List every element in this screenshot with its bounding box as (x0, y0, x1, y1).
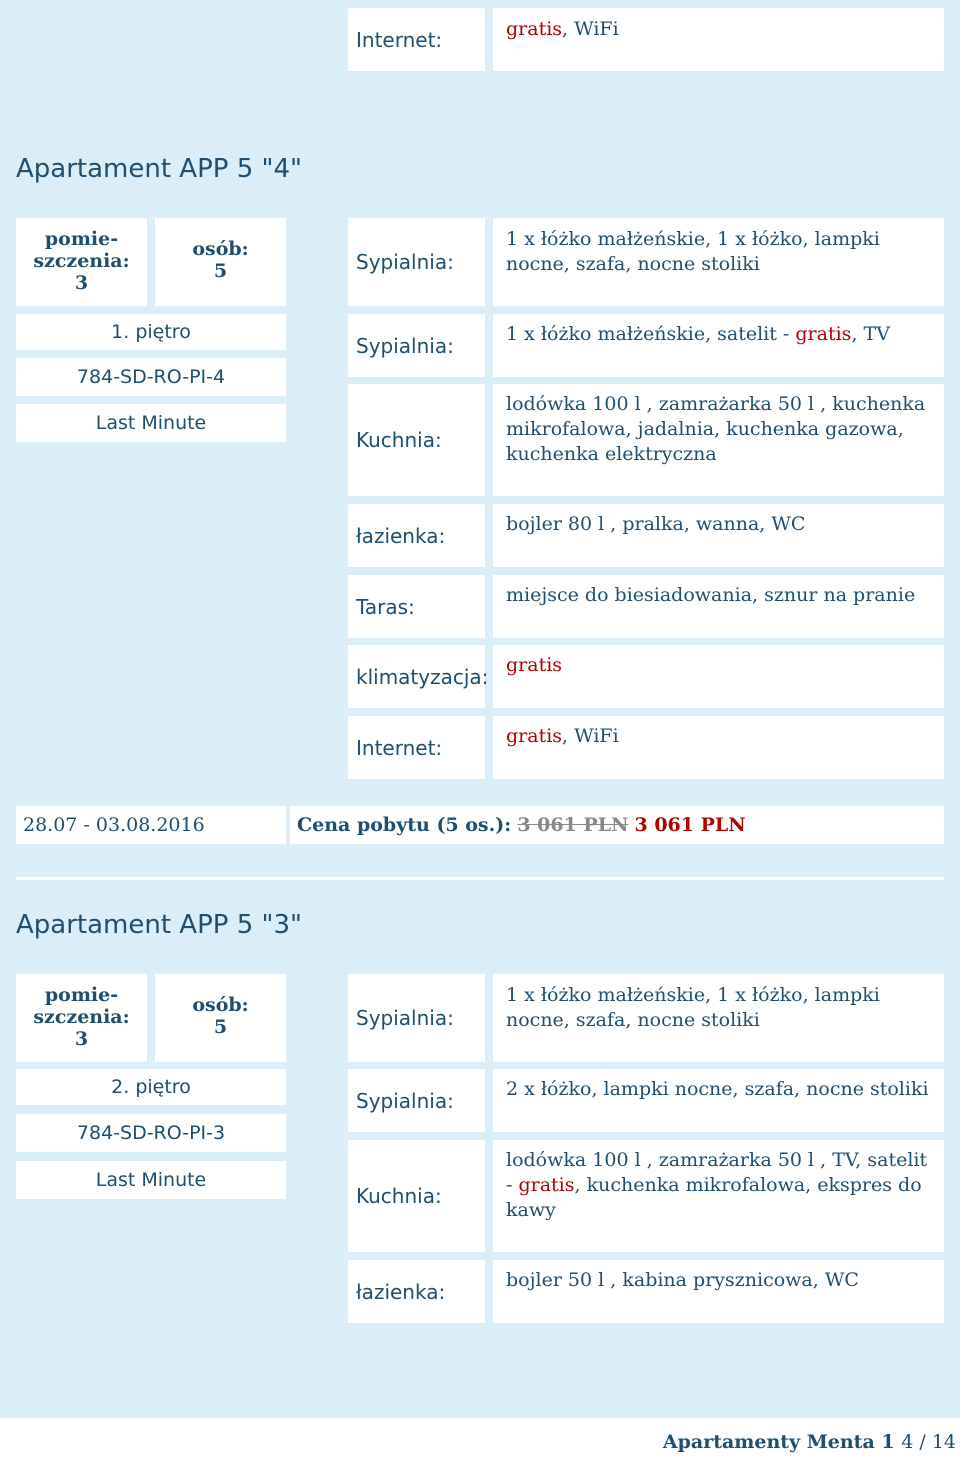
rooms-value: 3 (74, 272, 89, 294)
feature-text: lodówka 100 l , zamrażarka 50 l , kuchenka mikrofalowa, jadalnia, kuchenka gazowa, kuchenka elektryczna (506, 393, 926, 465)
offer-badge: Last Minute (16, 1161, 286, 1199)
rooms-cell (16, 974, 147, 1062)
rooms-cell (16, 218, 147, 306)
feature-label (348, 384, 485, 496)
feature-label-text: Kuchnia: (356, 428, 442, 452)
feature-label-text: Sypialnia: (356, 1006, 454, 1030)
feature-value (493, 314, 944, 377)
footer-brand-num: 1 (881, 1431, 895, 1453)
floor: 2. piętro (16, 1069, 286, 1105)
feature-text: bojler 50 l , kabina prysznicowa, WC (506, 1269, 859, 1291)
feature-value (493, 1140, 944, 1252)
feature-value (493, 716, 944, 779)
feature-text: 1 x łóżko małżeńskie, 1 x łóżko, lampki nocne, szafa, nocne stoliki (506, 228, 880, 275)
feature-label-text: łazienka: (356, 1279, 446, 1304)
feature-text: 1 x łóżko małżeńskie, 1 x łóżko, lampki nocne, szafa, nocne stoliki (506, 984, 880, 1031)
persons-label: osób: (192, 238, 249, 260)
feature-label (348, 716, 485, 779)
apartment-code: 784-SD-RO-PI-4 (16, 358, 286, 396)
internet-value: gratis, WiFi (493, 8, 944, 71)
stay-dates: 28.07 - 03.08.2016 (23, 814, 205, 836)
persons-value: 5 (213, 1016, 228, 1038)
feature-label (348, 645, 489, 708)
floor: 1. piętro (16, 314, 286, 350)
feature-text: , WiFi (562, 725, 619, 747)
feature-text: , TV (851, 323, 890, 345)
feature-label (348, 1260, 485, 1323)
free-badge: gratis (506, 725, 563, 747)
persons-cell (155, 974, 286, 1062)
feature-value (493, 218, 944, 306)
feature-value (493, 384, 944, 496)
feature-label (348, 314, 485, 377)
feature-label-text: klimatyzacja: (356, 664, 489, 689)
offer-badge: Last Minute (16, 404, 286, 442)
feature-value (493, 504, 944, 567)
feature-label (348, 504, 485, 567)
dates-cell (16, 806, 286, 844)
price-old: 3 061 PLN (517, 814, 629, 836)
rooms-label: pomie- szczenia: (33, 228, 130, 272)
footer-brand: Apartamenty Menta (662, 1431, 875, 1453)
feature-label-text: Kuchnia: (356, 1184, 442, 1208)
internet-label: Internet: (348, 8, 485, 71)
page-number: 4 / 14 (901, 1431, 956, 1453)
feature-label-text: Sypialnia: (356, 1088, 454, 1113)
feature-text: , kuchenka mikrofalowa, ekspres do kawy (506, 1174, 922, 1221)
price-new: 3 061 PLN (634, 814, 746, 836)
feature-value (493, 1260, 944, 1323)
rooms-label: pomie- szczenia: (33, 984, 130, 1028)
free-badge: gratis (518, 1174, 575, 1196)
rooms-value: 3 (74, 1028, 89, 1050)
feature-label-text: łazienka: (356, 523, 446, 548)
feature-value (493, 974, 944, 1062)
feature-label (348, 1140, 485, 1252)
feature-label (348, 1069, 485, 1132)
feature-label (348, 218, 485, 306)
feature-value (493, 1069, 944, 1132)
feature-text: 2 x łóżko, lampki nocne, szafa, nocne stoliki (506, 1078, 929, 1100)
free-badge: gratis (506, 654, 563, 676)
feature-label (348, 974, 485, 1062)
feature-text: lodówka 100 l , zamrażarka 50 l , TV, satelit - (506, 1149, 928, 1196)
feature-label-text: Sypialnia: (356, 333, 454, 358)
price-cell (290, 806, 944, 844)
apartment-title: Apartament APP 5 "4" (16, 154, 302, 184)
feature-label-text: Internet: (356, 735, 443, 760)
feature-text: bojler 80 l , pralka, wanna, WC (506, 513, 806, 535)
persons-value: 5 (213, 260, 228, 282)
feature-label (348, 575, 485, 638)
feature-value (493, 575, 944, 638)
feature-text: 1 x łóżko małżeńskie, satelit - (506, 323, 796, 345)
feature-value (493, 645, 944, 708)
persons-label: osób: (192, 994, 249, 1016)
divider (16, 877, 944, 880)
price-label: Cena pobytu (5 os.): (297, 814, 512, 836)
footer (663, 1431, 956, 1453)
free-badge: gratis (795, 323, 852, 345)
apartment-title: Apartament APP 5 "3" (16, 910, 302, 940)
feature-text: miejsce do biesiadowania, sznur na pranie (506, 584, 916, 606)
apartment-code: 784-SD-RO-PI-3 (16, 1114, 286, 1152)
feature-label-text: Taras: (356, 594, 415, 619)
feature-label-text: Sypialnia: (356, 250, 454, 274)
persons-cell (155, 218, 286, 306)
